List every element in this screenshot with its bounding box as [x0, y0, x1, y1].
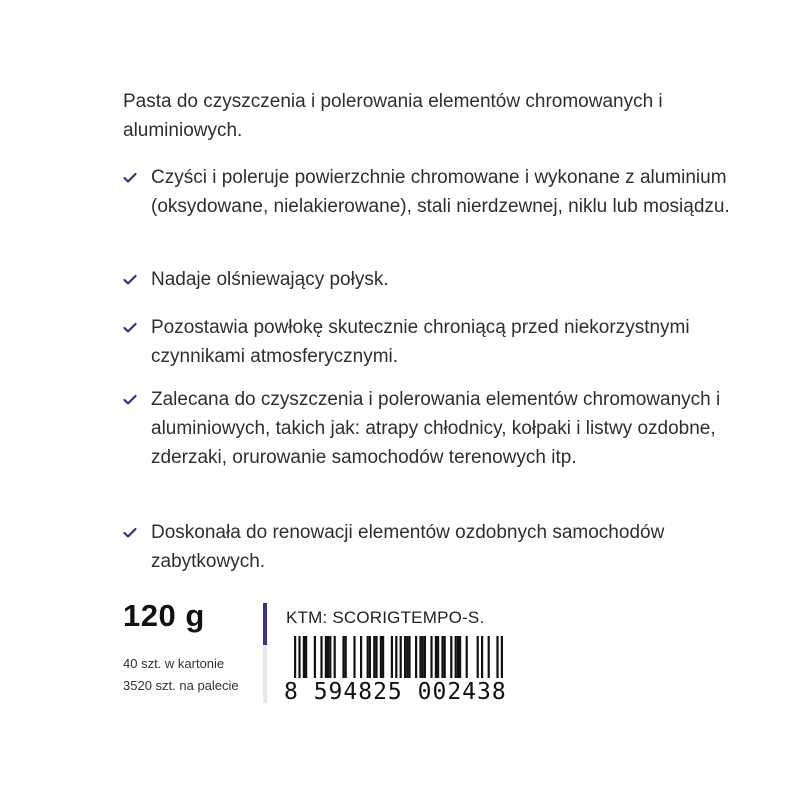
checkmark-icon [123, 322, 137, 334]
feature-text: Pozostawia powłokę skutecznie chroniącą przed niekorzystnymi czynnikami atmosferycznymi. [151, 317, 690, 367]
feature-item [123, 163, 743, 221]
feature-text: Zalecana do czyszczenia i polerowania elementów chromowanych i aluminiowych, takich jak: atrapy chłodnicy, kołpaki i listwy ozdobne, zderzaki, orurowanie samochodów terenowych itp. [151, 389, 721, 468]
divider-accent [263, 603, 267, 645]
packaging-info [123, 653, 263, 697]
feature-text: Czyści i poleruje powierzchnie chromowane i wykonane z aluminium (oksydowane, nielakierowane), stali nierdzewnej, niklu lub mosiądzu. [151, 167, 730, 217]
feature-item [123, 313, 743, 371]
feature-item [123, 518, 743, 576]
product-weight: 120 g [123, 598, 205, 633]
product-intro: Pasta do czyszczenia i polerowania elementów chromowanych i aluminiowych. [123, 91, 663, 141]
checkmark-icon [123, 394, 137, 406]
feature-text: Doskonała do renowacji elementów ozdobnych samochodów zabytkowych. [151, 522, 665, 572]
feature-item [123, 385, 743, 472]
ktm-code: KTM: SCORIGTEMPO-S. [286, 608, 485, 627]
feature-text: Nadaje olśniewający połysk. [151, 269, 389, 290]
carton-quantity: 40 szt. w kartonie [123, 656, 225, 671]
barcode-number: 8 594825 002438 [282, 678, 546, 706]
checkmark-icon [123, 274, 137, 286]
checkmark-icon [123, 527, 137, 539]
feature-item [123, 265, 389, 294]
vertical-divider [263, 603, 267, 703]
checkmark-icon [123, 172, 137, 184]
pallet-quantity: 3520 szt. na palecie [123, 678, 239, 693]
